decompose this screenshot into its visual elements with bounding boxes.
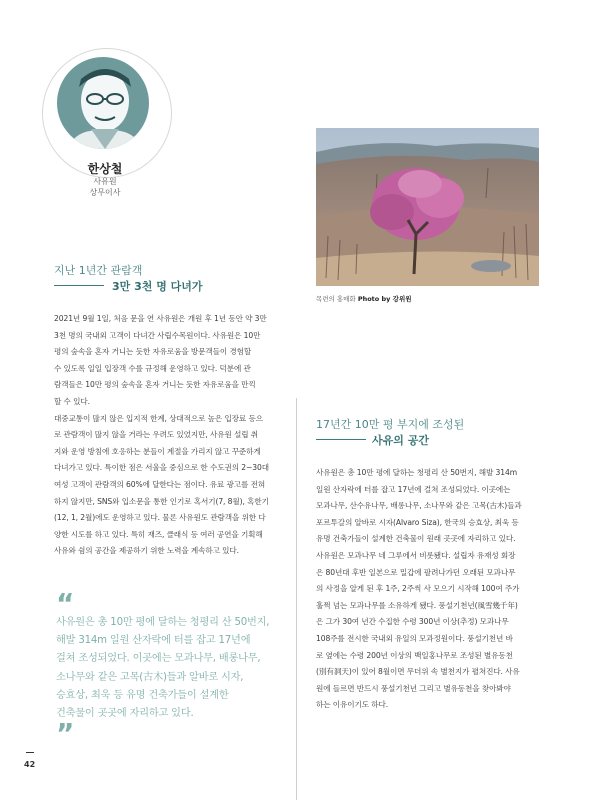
- section2-line: 108주를 전시한 국내외 유일의 모과정원이다. 풍설기천년 바: [316, 633, 513, 643]
- author-role: 상무이사: [89, 188, 121, 197]
- section1-line: 사유와 쉼의 공간을 제공하기 위한 노력을 계속하고 있다.: [54, 546, 239, 556]
- section2-line: 훌쩍 넘는 모과나무를 소유하게 됐다. 풍설기천년(風雪幾千年): [316, 600, 518, 610]
- section1-line: 수 있도록 일일 입장객 수를 규정해 운영하고 있다. 덕분에 관: [54, 363, 251, 373]
- section2-heading: 사유의 공간: [372, 434, 429, 447]
- blossom-photo: [316, 128, 539, 286]
- section1-line: 3천 명의 국내외 고객이 다녀간 사립수목원이다. 사유원은 10만: [54, 330, 261, 340]
- photo-caption: [316, 294, 412, 303]
- quote-close-mark: ”: [56, 717, 75, 750]
- page-number: 42: [24, 760, 36, 769]
- pull-quote: [56, 614, 286, 723]
- section1-body: [54, 311, 280, 560]
- section2-line: 하는 이유이기도 하다.: [316, 700, 389, 710]
- section2-line: 사유원은 모과나무 네 그루에서 비롯됐다. 설립자 유재성 회장: [316, 550, 516, 560]
- section2-line: 사유원은 총 10만 평에 달하는 청평리 산 50번지, 해발 314m: [316, 468, 518, 477]
- section2-line: 은 80년대 후반 일본으로 밀갑에 팔려나가던 오래된 모과나무: [316, 567, 516, 577]
- section2-line: 로 옆에는 수령 200년 이상의 백일홍나무로 조성된 별유동천: [316, 650, 513, 660]
- section1-line: 로 관람객이 많지 않을 거라는 우려도 있었지만, 사유원 설립 취: [54, 430, 259, 440]
- photo-caption-prefix: 목련의 홍매화: [316, 295, 356, 303]
- section1-line: 대중교통이 많지 않은 입지적 한계, 상대적으로 높은 입장료 등으: [54, 413, 263, 423]
- section1-line: 2021년 9월 1일, 처음 문을 연 사유원은 개원 후 1년 동안 약 3만: [54, 314, 267, 323]
- quote-open-mark: “: [56, 587, 75, 620]
- section1-rule: [54, 285, 104, 286]
- author-portrait: [57, 57, 149, 149]
- section2-line: 원에 들르면 반드시 풍설기천년 그리고 별유동천을 찾아봐야: [316, 683, 511, 693]
- quote-line: 승효상, 최욱 등 유명 건축가들이 설계한: [56, 689, 229, 701]
- section2-body: [316, 465, 540, 714]
- column-divider: [296, 398, 297, 800]
- quote-line: 건축물이 곳곳에 자리하고 있다.: [56, 708, 194, 720]
- section2-line: 은 그가 30여 년간 수집한 수령 300년 이상(추정) 모과나무: [316, 617, 509, 627]
- section1-line: 하지 않지만, SNS와 입소문을 통한 인기로 혹서기(7, 8월), 혹한기: [54, 496, 269, 506]
- page-number-dash: [26, 752, 34, 753]
- quote-line: 소나무와 같은 고목(古木)들과 알바로 시자,: [56, 671, 244, 683]
- section2-subheading: 17년간 10만 평 부지에 조성된: [316, 418, 465, 431]
- quote-line: 걸쳐 조성되었다. 이곳에는 모과나무, 배롱나무,: [56, 653, 261, 665]
- section2-line: 모과나무, 산수유나무, 배롱나무, 소나무와 같은 고목(古木)들과: [316, 501, 522, 511]
- quote-line: 해발 314m 일원 산자락에 터를 잡고 17년에: [56, 635, 251, 647]
- section1-line: 지와 운영 방침에 호응하는 분들이 계절을 가리지 않고 꾸준하게: [54, 446, 261, 456]
- section2-line: 의 사정을 알게 된 후 1주, 2주씩 사 모으기 시작해 100여 주가: [316, 584, 520, 594]
- section2-rule: [316, 439, 366, 440]
- section1-line: (12, 1, 2월)에도 운영하고 있다. 물론 사유원도 관람객을 위한 다: [54, 513, 266, 523]
- section2-line: 유명 건축가들이 설계한 건축물이 원래 곳곳에 자리하고 있다.: [316, 534, 516, 544]
- section1-heading: 3만 3천 명 다녀가: [112, 280, 203, 293]
- section1-line: 양한 시도를 하고 있다. 특히 재즈, 클래식 등 여러 공연을 기획해: [54, 529, 263, 539]
- section2-line: 포르투갈의 알바로 시자(Alvaro Siza), 한국의 승효상, 최욱 등: [316, 517, 519, 527]
- author-name: 한상철: [87, 162, 123, 176]
- section2-line: 일원 산자락에 터를 잡고 17년에 걸쳐 조성되었다. 이곳에는: [316, 484, 511, 494]
- quote-line: 사유원은 총 10만 평에 달하는 청평리 산 50번지,: [56, 617, 270, 628]
- section1-subheading: 지난 1년간 관람객: [54, 264, 143, 277]
- section1-line: 할 수 있다.: [54, 396, 90, 406]
- section1-line: 다녀가고 있다. 특이한 점은 서울을 중심으로 한 수도권의 2~30대: [54, 463, 269, 473]
- author-organization: 사유원: [93, 177, 117, 186]
- photo-credit: Photo by 강위원: [357, 295, 412, 303]
- section1-line: 여성 고객이 관람객의 60%에 달한다는 점이다. 유료 광고를 전혀: [54, 479, 266, 489]
- section1-line: 람객들은 10만 평의 숲속을 혼자 거니는 듯한 자유로움을 만끽: [54, 380, 256, 390]
- section2-line: (別有洞天)이 있어 8월이면 무더위 속 별천지가 펼쳐진다. 사유: [316, 667, 520, 677]
- section1-line: 평의 숲속을 혼자 거니는 듯한 자유로움을 방문객들이 경험할: [54, 347, 252, 357]
